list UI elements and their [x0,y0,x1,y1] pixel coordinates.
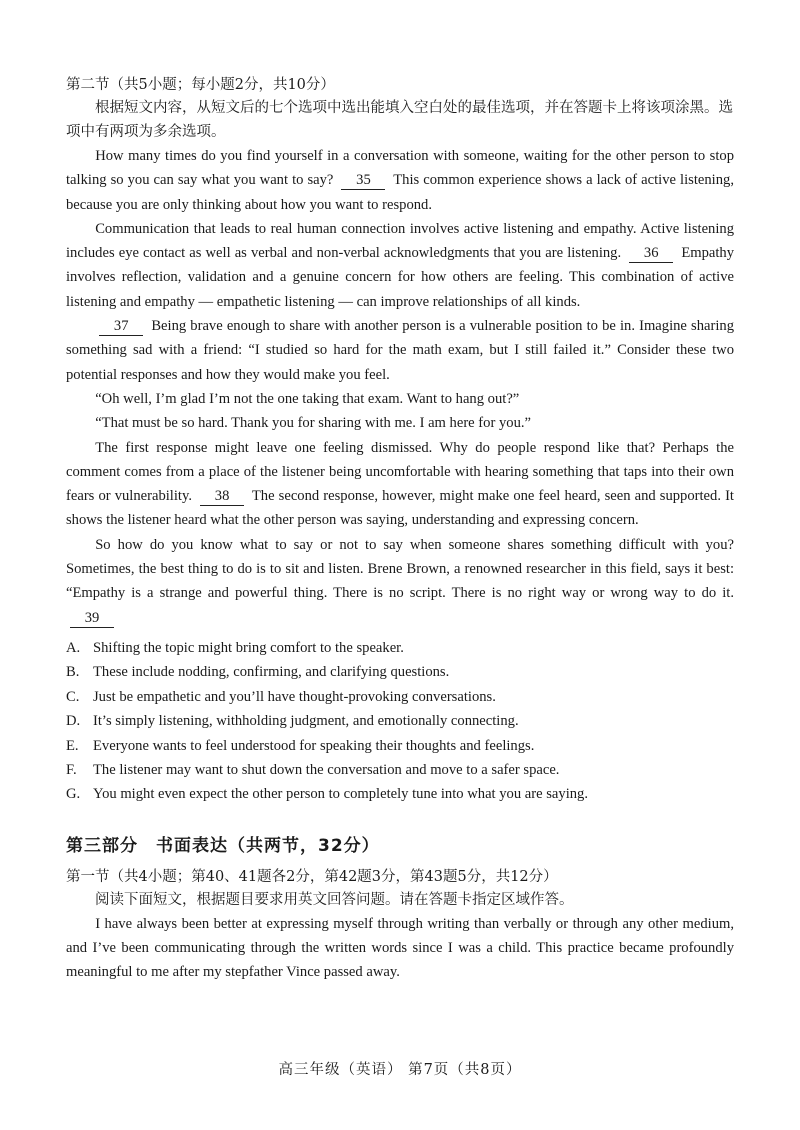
option-c [66,685,734,709]
option-letter: E. [66,737,79,754]
passage-paragraph-6 [66,436,734,533]
options-list [66,636,734,807]
option-letter: G. [66,786,81,803]
passage-text: Empathy involves reflection, validation and a genuine concern for how others are feeling. This combination of active listening and empathy — empathetic listening — can improve relationships of all kinds. [66,245,735,310]
passage-paragraph-3 [66,314,734,387]
passage-text: The first response might leave one feeling dismissed. Why do people respond like that? Perhaps the comment comes from a place of the listener being uncomfortable with hearing something that taps into their own fears or vulnerability. [66,439,734,505]
blank-36: 36 [629,244,673,263]
part-3-subtitle: 书面表达（共两节，32分） [156,835,380,856]
option-e [66,734,734,758]
page-footer: 高三年级（英语） 第7页（共8页） [278,1062,522,1078]
option-letter: C. [66,688,80,705]
exam-page [66,74,734,985]
option-a [66,636,734,660]
option-text: Just be empathetic and you’ll have thought-provoking conversations. [93,688,496,705]
option-b [66,660,734,684]
part-3-label: 第三部分 [66,835,138,856]
option-text: Shifting the topic might bring comfort to the speaker. [93,639,404,656]
option-text: It’s simply listening, withholding judgment, and emotionally connecting. [93,713,519,730]
passage-text: This common experience shows a lack of active listening, because you are only thinking about how you want to respond. [66,172,734,213]
option-d [66,709,734,733]
option-letter: B. [66,664,80,681]
part-3-instruction: 阅读下面短文，根据题目要求用英文回答问题。请在答题卡指定区域作答。 [95,891,574,908]
section-2-instruction: 根据短文内容，从短文后的七个选项中选出能填入空白处的最佳选项，并在答题卡上将该项涂黑。选项中有两项为多余选项。 [66,100,733,140]
part-3-section-1-heading: 第一节（共4小题；第40、41题各2分，第42题3分，第43题5分，共12分） [66,868,558,885]
option-g [66,782,734,806]
part-3-title [66,831,734,856]
passage-paragraph-1 [66,144,734,217]
passage-paragraph-7 [66,533,734,630]
option-text: These include nodding, confirming, and clarifying questions. [93,664,450,681]
passage-paragraph-4: “Oh well, I’m glad I’m not the one taking that exam. Want to hang out?” [95,390,520,407]
part-3-passage: I have always been better at expressing myself through writing than verbally or through any other medium, and I’ve been communicating through the written words since I was a child. This practice became profoundly meaningful to me after my stepfather Vince passed away. [66,915,734,981]
passage-text: Communication that leads to real human connection involves active listening and empathy. Active listening includes eye contact as well as verbal and non-verbal acknowledgments that you are listening. [66,220,734,262]
section-2-heading: 第二节（共5小题；每小题2分，共10分） [66,77,335,93]
option-text: The listener may want to shut down the conversation and move to a safer space. [93,761,560,778]
option-f [66,758,734,782]
blank-39: 39 [70,609,114,628]
option-letter: A. [66,639,81,656]
option-text: You might even expect the other person to completely tune into what you are saying. [93,786,588,803]
option-letter: F. [66,761,77,778]
blank-38: 38 [200,487,244,506]
passage-paragraph-2 [66,217,734,314]
option-text: Everyone wants to feel understood for speaking their thoughts and feelings. [93,737,535,754]
option-letter: D. [66,713,81,730]
passage-text: So how do you know what to say or not to say when someone shares something difficult with you? Sometimes, the best thing to do is to sit and listen. Brene Brown, a renowned researcher in this field, says it best: “Empathy is a strange and powerful thing. There is no script. There is no right way or wrong way to do it. [66,536,734,602]
passage-text: The second response, however, might make one feel heard, seen and supported. It shows the listener heard what the other person was saying, understanding and expressing concern. [66,488,734,529]
blank-35: 35 [341,171,385,190]
passage-text: Being brave enough to share with another person is a vulnerable position to be in. Imagine sharing something sad with a friend: “I studied so hard for the math exam, but I still failed it.” Consider these two potential responses and how they would make you feel. [66,318,734,383]
passage-paragraph-5: “That must be so hard. Thank you for sharing with me. I am here for you.” [95,415,531,432]
passage-text: How many times do you find yourself in a conversation with someone, waiting for the other person to stop talking so you can say what you want to say? [66,148,734,189]
blank-37: 37 [99,317,143,336]
